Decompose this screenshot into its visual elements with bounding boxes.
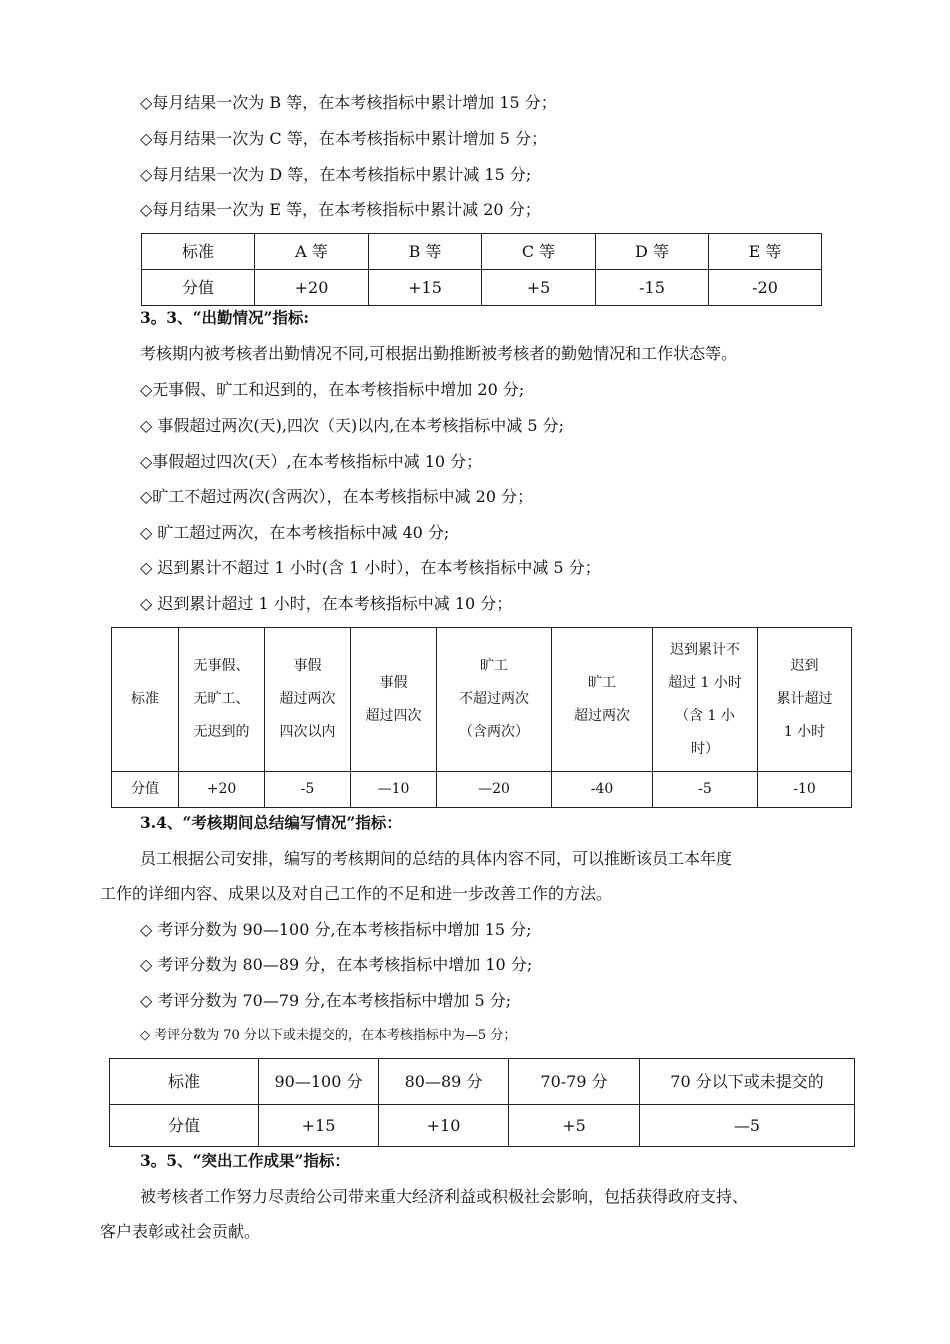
- table-cell: [653, 628, 758, 772]
- section-heading-summary: 3.4、“考核期间总结编写情况”指标：: [140, 813, 402, 832]
- summary-rule: ◇ 考评分数为 90—100 分,在本考核指标中增加 15 分;: [140, 920, 532, 939]
- table-cell: 90—100 分: [259, 1059, 379, 1105]
- summary-rule: ◇ 考评分数为 70—79 分,在本考核指标中增加 5 分;: [140, 991, 512, 1010]
- table-cell: -20: [709, 270, 822, 306]
- table-cell: +15: [259, 1105, 379, 1147]
- table-header-row: [110, 1059, 855, 1105]
- table-cell: —10: [351, 772, 437, 808]
- table-cell: -15: [596, 270, 709, 306]
- achievements-intro-line2: 客户表彰或社会贡献。: [100, 1222, 261, 1241]
- table-row: [112, 772, 852, 808]
- cell-line: 旷工: [588, 674, 616, 691]
- attendance-rule: ◇ 迟到累计超过 1 小时，在本考核指标中减 10 分；: [140, 594, 513, 613]
- section-heading-achievements: 3。5、“突出工作成果”指标：: [140, 1151, 350, 1170]
- cell-line: 时）: [691, 740, 719, 757]
- grade-score-table: [141, 233, 822, 306]
- cell-line: 标准: [131, 691, 159, 707]
- table-cell: [552, 628, 653, 772]
- cell-line: 旷工: [480, 658, 508, 674]
- attendance-rule: ◇ 迟到累计不超过 1 小时(含 1 小时），在本考核指标中减 5 分；: [140, 558, 601, 577]
- cell-line: 事假: [379, 674, 408, 691]
- grade-c-rule: ◇每月结果一次为 C 等，在本考核指标中累计增加 5 分；: [140, 129, 548, 148]
- cell-line: 无旷工、: [193, 691, 250, 707]
- table-row: [142, 270, 822, 306]
- table-cell: [437, 628, 552, 772]
- table-cell: C 等: [482, 234, 596, 270]
- table-header-row: [112, 628, 852, 772]
- attendance-rule: ◇无事假、旷工和迟到的，在本考核指标中增加 20 分;: [140, 380, 525, 399]
- cell-line: 累计超过: [776, 691, 833, 707]
- table-cell: 70-79 分: [509, 1059, 640, 1105]
- cell-line: 超过两次: [574, 707, 630, 724]
- cell-line: 超过两次: [279, 691, 336, 707]
- table-cell: +20: [255, 270, 369, 306]
- table-cell: -10: [758, 772, 852, 808]
- summary-intro-line1: 员工根据公司安排，编写的考核期间的总结的具体内容不同，可以推断该员工本年度: [140, 849, 733, 868]
- table-cell: 分值: [112, 772, 179, 808]
- table-cell: +5: [482, 270, 596, 306]
- table-cell: [265, 628, 351, 772]
- table-cell: 分值: [142, 270, 255, 306]
- table-cell: +10: [379, 1105, 509, 1147]
- table-cell: -40: [552, 772, 653, 808]
- table-cell: 标准: [142, 234, 255, 270]
- cell-line: （含 1 小: [675, 707, 735, 724]
- table-cell: 70 分以下或未提交的: [640, 1059, 855, 1105]
- cell-line: 四次以内: [279, 724, 336, 740]
- table-cell: B 等: [369, 234, 482, 270]
- grade-b-rule: ◇每月结果一次为 B 等，在本考核指标中累计增加 15 分；: [140, 93, 557, 112]
- attendance-score-table: [111, 627, 852, 808]
- table-cell: —20: [437, 772, 552, 808]
- table-cell: [112, 628, 179, 772]
- cell-line: 无事假、: [193, 658, 250, 674]
- attendance-intro: 考核期内被考核者出勤情况不同,可根据出勤推断被考核者的勤勉情况和工作状态等。: [140, 344, 738, 363]
- table-cell: 标准: [110, 1059, 259, 1105]
- section-heading-attendance: 3。3、“出勤情况”指标:: [140, 308, 310, 327]
- cell-line: 迟到累计不: [670, 641, 740, 658]
- table-cell: A 等: [255, 234, 369, 270]
- cell-line: （含两次）: [459, 724, 529, 740]
- cell-line: 不超过两次: [459, 691, 529, 707]
- table-cell: 80—89 分: [379, 1059, 509, 1105]
- cell-line: 事假: [293, 658, 322, 674]
- table-header-row: [142, 234, 822, 270]
- grade-d-rule: ◇每月结果一次为 D 等，在本考核指标中累计减 15 分;: [140, 165, 532, 184]
- achievements-intro-line1: 被考核者工作努力尽责给公司带来重大经济利益或积极社会影响，包括获得政府支持、: [140, 1187, 749, 1206]
- table-cell: D 等: [596, 234, 709, 270]
- table-cell: +15: [369, 270, 482, 306]
- cell-line: 超过 1 小时: [668, 674, 742, 691]
- summary-intro-line2: 工作的详细内容、成果以及对自己工作的不足和进一步改善工作的方法。: [100, 884, 613, 903]
- table-cell: -5: [265, 772, 351, 808]
- table-cell: +20: [179, 772, 265, 808]
- attendance-rule: ◇旷工不超过两次(含两次），在本考核指标中减 20 分；: [140, 487, 534, 506]
- attendance-rule: ◇事假超过四次(天）,在本考核指标中减 10 分；: [140, 452, 483, 471]
- table-cell: 分值: [110, 1105, 259, 1147]
- attendance-rule: ◇ 事假超过两次(天),四次（天)以内,在本考核指标中减 5 分;: [140, 416, 565, 435]
- table-cell: [758, 628, 852, 772]
- grade-e-rule: ◇每月结果一次为 E 等，在本考核指标中累计减 20 分；: [140, 200, 541, 219]
- attendance-rule: ◇ 旷工超过两次，在本考核指标中减 40 分;: [140, 523, 450, 542]
- cell-line: 1 小时: [783, 724, 826, 740]
- summary-score-table: [109, 1058, 855, 1147]
- cell-line: 无迟到的: [193, 724, 250, 740]
- table-cell: [179, 628, 265, 772]
- table-cell: +5: [509, 1105, 640, 1147]
- table-cell: -5: [653, 772, 758, 808]
- table-cell: [351, 628, 437, 772]
- cell-line: 迟到: [790, 658, 819, 674]
- summary-rule: ◇ 考评分数为 80—89 分，在本考核指标中增加 10 分;: [140, 955, 533, 974]
- summary-rule-small: ◇ 考评分数为 70 分以下或未提交的，在本考核指标中为—5 分；: [140, 1028, 517, 1043]
- table-row: [110, 1105, 855, 1147]
- cell-line: 超过四次: [365, 707, 422, 724]
- table-cell: —5: [640, 1105, 855, 1147]
- table-cell: E 等: [709, 234, 822, 270]
